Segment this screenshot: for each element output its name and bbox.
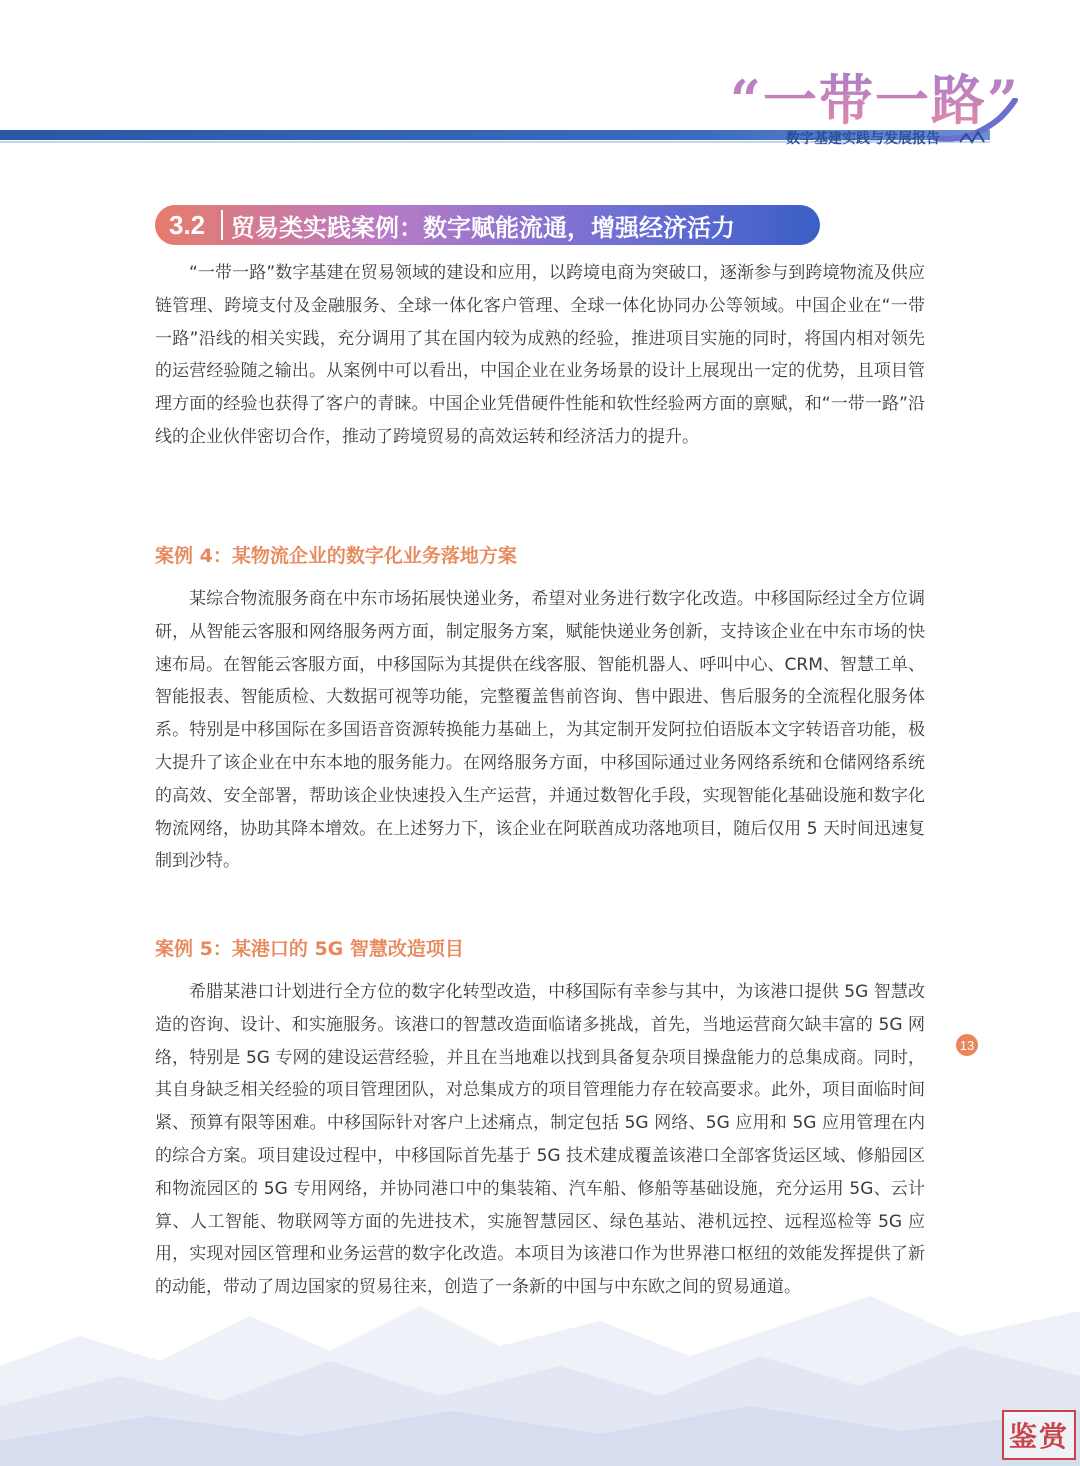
seal-stamp: 鉴赏 (1002, 1410, 1076, 1460)
report-logo (729, 58, 1020, 158)
logo-subtitle: 数字基建实践与发展报告 (786, 131, 940, 147)
swoosh-icon (930, 98, 1020, 148)
section-divider (221, 210, 223, 240)
case-4-heading: 案例 4：某物流企业的数字化业务落地方案 (155, 545, 517, 567)
mountain-background (0, 1236, 1080, 1466)
page-number: 13 (956, 1034, 978, 1056)
section-number: 3.2 (169, 209, 206, 240)
case-5-paragraph: 希腊某港口计划进行全方位的数字化转型改造，中移国际有幸参与其中，为该港口提供 5G 智慧改造的咨询、设计、和实施服务。该港口的智慧改造面临诸多挑战，首先，当地运营商欠缺丰富的 5G 网络，特别是 5G 专网的建设运营经验，并且在当地难以找到具备复杂项目操盘能力的总集成商。同时，其自身缺乏相关经验的项目管理团队，对总集成方的项目管理能力存在较高要求。此外，项目面临时间紧、预算有限等困难。中移国际针对客户上述痛点，制定包括 5G 网络、5G 应用和 5G 应用管理在内的综合方案。项目建设过程中，中移国际首先基于 5G 技术建成覆盖该港口全部客货运区域、修船园区和物流园区的 5G 专用网络，并协同港口中的集装箱、汽车船、修船等基础设施，充分运用 5G、云计算、人工智能、物联网等方面的先进技术，实施智慧园区、绿色基站、港机远控、远程巡检等 5G 应用，实现对园区管理和业务运营的数字化改造。本项目为该港口作为世界港口枢纽的效能发挥提供了新的动能，带动了周边国家的贸易往来，创造了一条新的中国与中东欧之间的贸易通道。 (155, 982, 925, 1298)
case-5-heading: 案例 5：某港口的 5G 智慧改造项目 (155, 938, 464, 960)
section-banner (155, 205, 820, 245)
logo-title: “一带一路” (730, 58, 1020, 135)
section-intro-paragraph: “一带一路”数字基建在贸易领域的建设和应用，以跨境电商为突破口，逐渐参与到跨境物流及供应链管理、跨境支付及金融服务、全球一体化客户管理、全球一体化协同办公等领域。中国企业在“一带一路”沿线的相关实践，充分调用了其在国内较为成熟的经验，推进项目实施的同时，将国内相对领先的运营经验随之输出。从案例中可以看出，中国企业在业务场景的设计上展现出一定的优势，且项目管理方面的经验也获得了客户的青睐。中国企业凭借硬件性能和软性经验两方面的禀赋，和“一带一路”沿线的企业伙伴密切合作，推动了跨境贸易的高效运转和经济活力的提升。 (155, 263, 925, 447)
case-4-paragraph: 某综合物流服务商在中东市场拓展快递业务，希望对业务进行数字化改造。中移国际经过全方位调研，从智能云客服和网络服务两方面，制定服务方案，赋能快递业务创新，支持该企业在中东市场的快速布局。在智能云客服方面，中移国际为其提供在线客服、智能机器人、呼叫中心、CRM、智慧工单、智能报表、智能质检、大数据可视等功能，完整覆盖售前咨询、售中跟进、售后服务的全流程化服务体系。特别是中移国际在多国语音资源转换能力基础上，为其定制开发阿拉伯语版本文字转语音功能，极大提升了该企业在中东本地的服务能力。在网络服务方面，中移国际通过业务网络系统和仓储网络系统的高效、安全部署，帮助该企业快速投入生产运营，并通过数智化手段，实现智能化基础设施和数字化物流网络，协助其降本增效。在上述努力下，该企业在阿联酋成功落地项目，随后仅用 5 天时间迅速复制到沙特。 (155, 589, 925, 872)
section-title: 贸易类实践案例：数字赋能流通，增强经济活力 (231, 213, 735, 242)
